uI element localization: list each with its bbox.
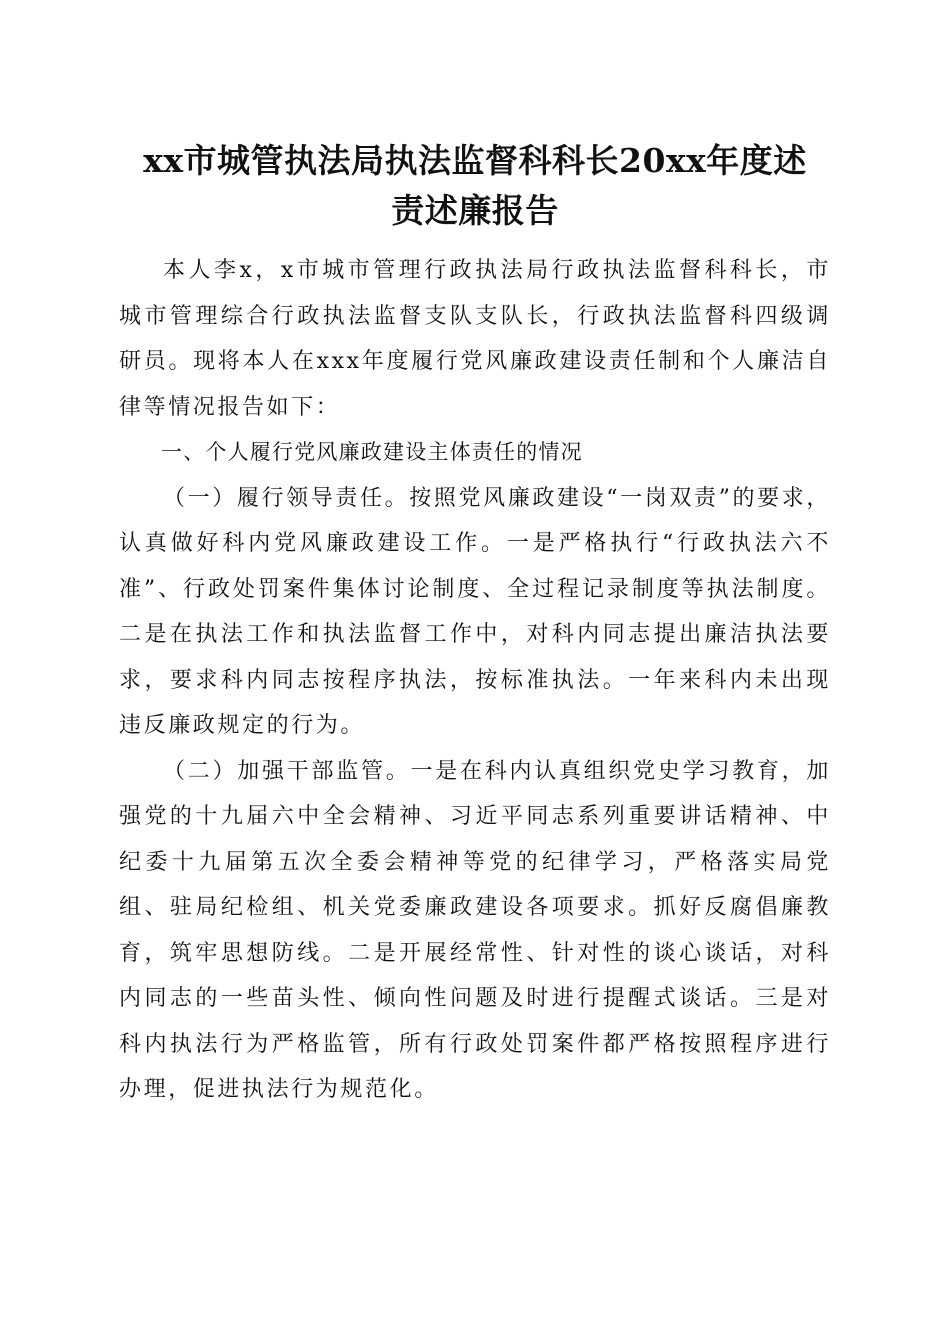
- paragraph-leadership-responsibility: （一）履行领导责任。按照党风廉政建设“一岗双责”的要求，认真做好科内党风廉政建设工作。一是严格执行“行政执法六不准”、行政处罚案件集体讨论制度、全过程记录制度等执法制度。二是在执法工作和执法监督工作中，对科内同志提出廉洁执法要求，要求科内同志按程序执法，按标准执法。一年来科内未出现违反廉政规定的行为。: [119, 485, 831, 738]
- title-line-1: xx市城管执法局执法监督科科长20xx年度述: [143, 141, 807, 180]
- title-line-2: 责述廉报告: [391, 191, 559, 230]
- document-title: [100, 136, 850, 236]
- paragraph-cadre-supervision: （二）加强干部监管。一是在科内认真组织党史学习教育，加强党的十九届六中全会精神、习近平同志系列重要讲话精神、中纪委十九届第五次全委会精神等党的纪律学习，严格落实局党组、驻局纪检组、机关党委廉政建设各项要求。抓好反腐倡廉教育，筑牢思想防线。二是开展经常性、针对性的谈心谈话，对科内同志的一些苗头性、倾向性问题及时进行提醒式谈话。三是对科内执法行为严格监管，所有行政处罚案件都严格按照程序进行办理，促进执法行为规范化。: [119, 758, 831, 1102]
- section-heading-1: 一、个人履行党风廉政建设主体责任的情况: [161, 440, 583, 464]
- intro-paragraph: 本人李x，x市城市管理行政执法局行政执法监督科科长，市城市管理综合行政执法监督支队支队长，行政执法监督科四级调研员。现将本人在xxx年度履行党风廉政建设责任制和个人廉洁自律等情况报告如下：: [119, 258, 831, 420]
- document-body: [119, 248, 831, 1113]
